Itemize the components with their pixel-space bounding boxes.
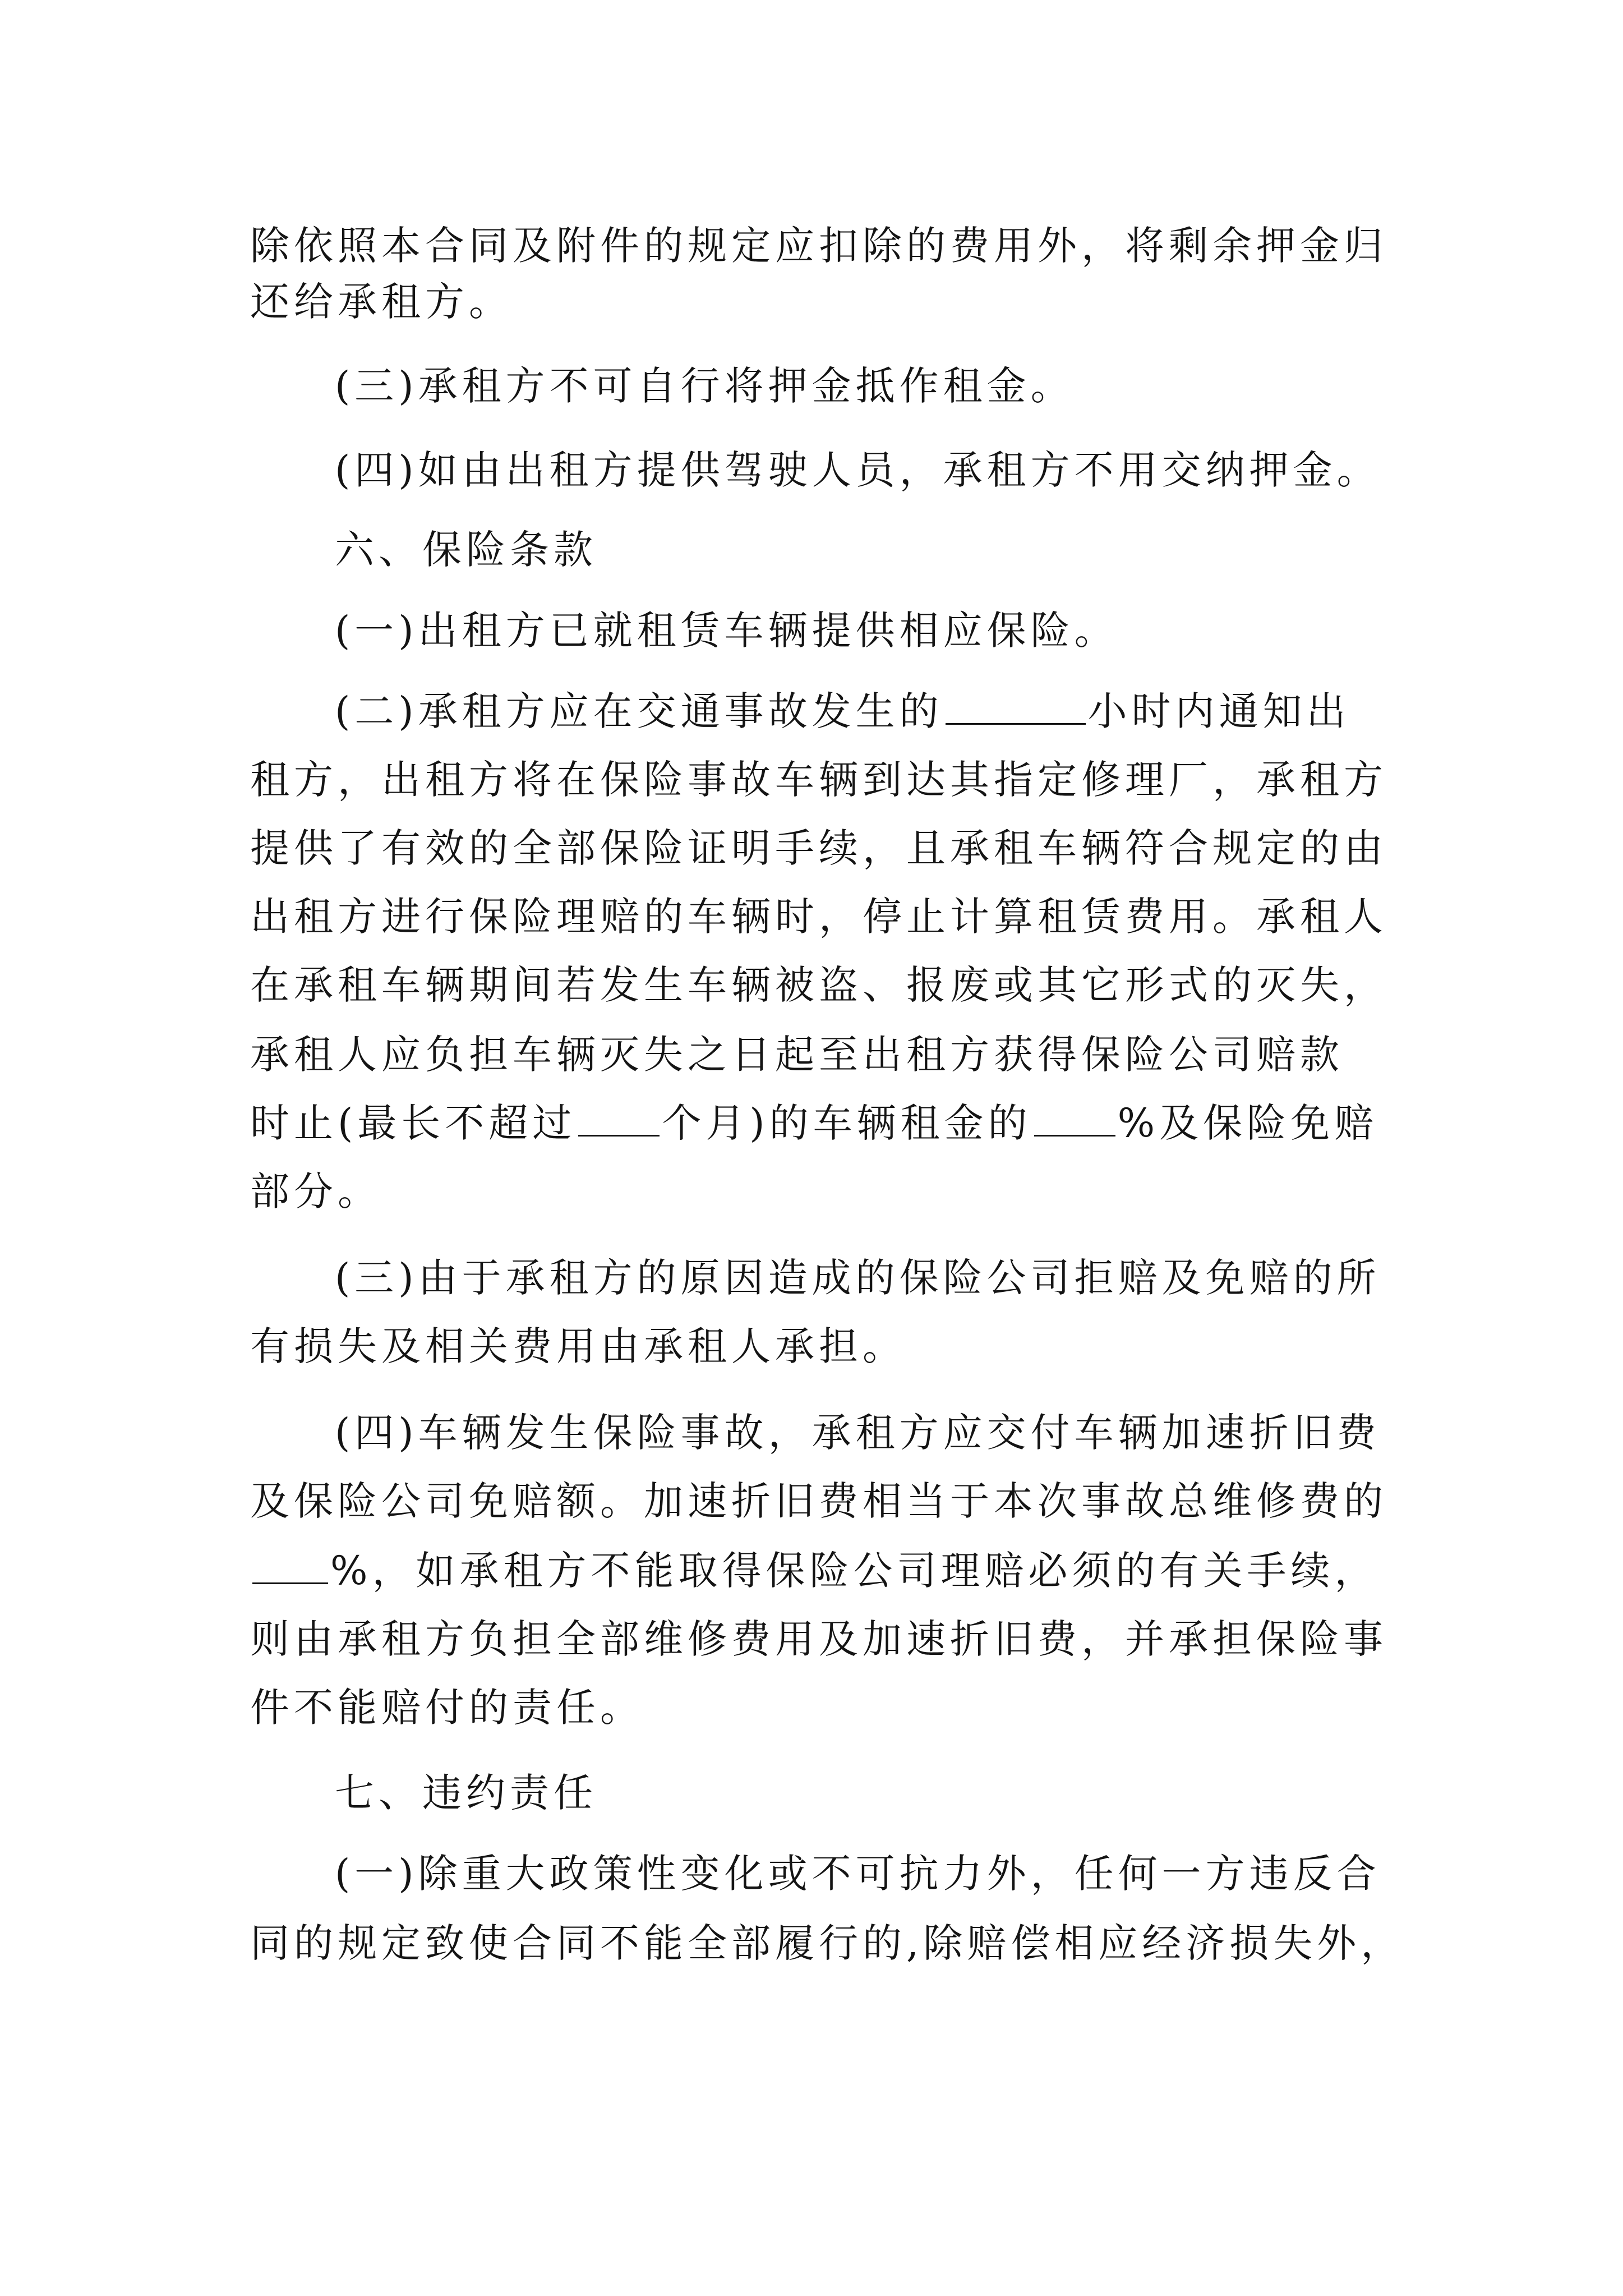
text-run: 承租人应负担车辆灭失之日起至出租方获得保险公司赔款 xyxy=(250,1032,1344,1078)
fill-in-blank xyxy=(578,1098,660,1137)
paragraph-line xyxy=(335,1846,1479,1902)
paragraph-line xyxy=(250,1915,1405,1971)
text-run: (一)出租方已就租赁车辆提供相应保险。 xyxy=(335,608,1118,654)
text-run: 除依照本合同及附件的规定应扣除的费用外，将剩余押金归 xyxy=(250,223,1387,269)
fill-in-blank xyxy=(252,1545,328,1584)
section-heading xyxy=(335,522,1479,578)
text-run: 小时内通知出 xyxy=(1087,688,1350,734)
text-run: 还给承租方。 xyxy=(250,279,513,325)
paragraph-line xyxy=(250,1318,1394,1374)
text-run: %及保险免赔 xyxy=(1117,1100,1378,1146)
text-run: 出租方进行保险理赔的车辆时，停止计算租赁费用。承租人 xyxy=(250,894,1387,940)
text-run: 时止(最长不超过 xyxy=(250,1100,577,1146)
paragraph-line xyxy=(250,1095,1394,1151)
text-run: (三)由于承租方的原因造成的保险公司拒赔及免赔的所 xyxy=(335,1255,1381,1301)
paragraph-line xyxy=(250,274,1394,330)
text-run: %，如承租方不能取得保险公司理赔必须的有关手续， xyxy=(330,1548,1378,1594)
text-run: 个月)的车辆租金的 xyxy=(662,1100,1032,1146)
text-run: (四)车辆发生保险事故，承租方应交付车辆加速折旧费 xyxy=(335,1410,1381,1456)
heading-text: 七、违约责任 xyxy=(335,1770,597,1816)
text-run: (四)如由出租方提供驾驶人员，承租方不用交纳押金。 xyxy=(335,447,1381,493)
paragraph-line xyxy=(250,957,1394,1013)
text-run: 则由承租方负担全部维修费用及加速折旧费，并承担保险事 xyxy=(250,1616,1387,1662)
paragraph-line xyxy=(250,752,1394,808)
fill-in-blank xyxy=(1034,1098,1115,1137)
paragraph-line xyxy=(250,1473,1394,1529)
paragraph-line xyxy=(250,820,1394,876)
text-run: 及保险公司免赔额。加速折旧费相当于本次事故总维修费的 xyxy=(250,1478,1387,1524)
paragraph-line xyxy=(335,442,1479,498)
text-run: (二)承租方应在交通事故发生的 xyxy=(335,688,943,734)
paragraph-line xyxy=(250,1163,1394,1220)
paragraph-line xyxy=(335,1250,1479,1306)
paragraph-line xyxy=(250,1611,1394,1667)
text-run: (三)承租方不可自行将押金抵作租金。 xyxy=(335,363,1075,409)
text-run: 在承租车辆期间若发生车辆被盗、报废或其它形式的灭失， xyxy=(250,962,1387,1008)
text-run: 提供了有效的全部保险证明手续，且承租车辆符合规定的由 xyxy=(250,825,1387,871)
paragraph-line xyxy=(250,1543,1394,1599)
text-run: 件不能赔付的责任。 xyxy=(250,1685,644,1731)
text-run: 租方，出租方将在保险事故车辆到达其指定修理厂，承租方 xyxy=(250,757,1387,803)
paragraph-line xyxy=(250,1680,1394,1736)
fill-in-blank xyxy=(946,686,1086,725)
section-heading xyxy=(335,1765,1479,1821)
heading-text: 六、保险条款 xyxy=(335,527,597,573)
text-run: (一)除重大政策性变化或不可抗力外，任何一方违反合 xyxy=(335,1851,1381,1897)
paragraph-line xyxy=(250,1027,1394,1083)
paragraph-line xyxy=(335,1405,1479,1461)
paragraph-line xyxy=(335,602,1479,659)
paragraph-line xyxy=(250,218,1394,274)
paragraph-line xyxy=(335,358,1479,414)
text-run: 同的规定致使合同不能全部履行的,除赔偿相应经济损失外， xyxy=(250,1920,1405,1966)
text-run: 部分。 xyxy=(250,1168,381,1214)
paragraph-line xyxy=(250,889,1394,945)
text-run: 有损失及相关费用由承租人承担。 xyxy=(250,1323,906,1369)
paragraph-line xyxy=(335,683,1479,739)
